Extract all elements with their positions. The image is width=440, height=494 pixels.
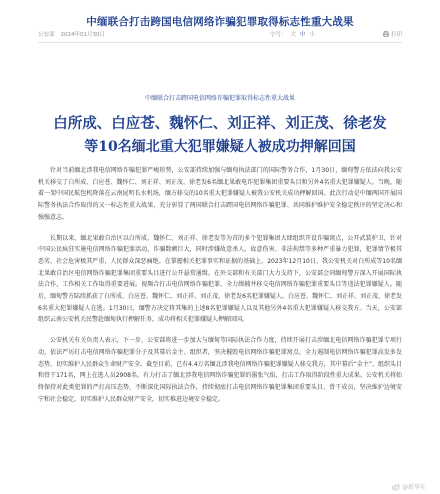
headline-line-1: 白所成、白应苍、魏怀仁、刘正祥、刘正茂、徐老发 [53,115,387,132]
header-divider [38,42,402,43]
print-button[interactable] [383,30,402,38]
font-size-medium[interactable]: 中 [300,32,306,38]
article-date: 2024年01月30日 [60,32,106,38]
weibo-icon [392,483,400,491]
headline-kicker: 中缅联合打击跨国电信网络诈骗犯罪取得标志性重大战果 [144,95,295,102]
article-meta-bar [38,28,402,40]
printer-icon [383,31,389,37]
print-label: 打印 [390,32,402,38]
font-size-small[interactable]: 小 [309,32,316,38]
body-paragraph-2: 长期以来，缅北果敢自治区以白所成、魏怀仁、刘正祥、徐老发等为首的多个犯罪集团大肆组织开设诈骗窝点，公开武装护卫，针对中国公民疯狂实施电信网络诈骗犯罪活动，诈骗数额巨大，同时涉嫌故意杀人、故意伤害、非法拘禁等多种严重暴力犯罪，犯罪情节极其恶劣，社会危害极其严重，人民群众深恶痛绝。在掌握相关犯罪事实和证据的基础上，2023年12月10日，我公安机关对白所成等10名缅北果敢自治区电信网络诈骗犯罪集团重要头目进行公开悬赏通缉。在外交部和有关部门大力支持下，公安部会同缅甸警方深入开展国际执法合作，工作相关工作取得重要进展。视频合打击电信网络诈骗犯罪、全力缉捕并移交电信网络诈骗犯罪重要头目等违法犯罪嫌疑人。随后，缅甸警方陆续抓获了白所成、白应苍、魏怀仁、刘正祥、刘正茂、徐老发6名犯罪嫌疑人。白应苍、魏怀仁、刘正祥、刘正茂、徐老发6名重大犯罪嫌疑人在逃。1月30日，缅警方决定将其集的上述8名犯罪嫌疑人以及其他另外4名重大犯罪嫌疑人移交我方。当天，公安部组织云南公安机关民警赴缅甸执行押解任务，成功将相关犯罪嫌疑人押解回国。 [38,234,402,324]
font-size-label: 字号： [270,32,287,38]
article-source: 公安部 [38,32,55,38]
body-paragraph-3: 公安机关有关负责人表示，下一步，公安部将进一步加大与缅甸等国际执法合作力度，持续开展打击涉缅北电信网络诈骗犯罪专项行动，依法严厉打击电信网络诈骗犯罪分子及其幕后金主、组织者，坚决摧毁电信网络诈骗犯罪窝点，全力遏制电信网络诈骗犯罪高发多发态势，切实维护人民群众生命财产安全。截至目前，已有4.4万名缅北涉我电信网络诈骗犯罪嫌疑人移交我方，其中幕后“金主”、组织头目和骨干171名，网上在逃人员2908名，有力打击了缅北涉我电信网络诈骗犯罪的嚣张气焰，打击工作取得阶段性重大成果。公安机关将始终保持对此类犯罪的严打高压态势，不断深化国际执法合作，持续彻底打击电信网络诈骗犯罪集团重要头目、骨干成员，坚决维护边境安宁和社会稳定，切实维护人民群众财产安全，切实推进边境安全稳定。 [38,337,402,403]
headline-line-2: 等10名缅北重大犯罪嫌疑人被成功押解回国 [84,139,356,155]
watermark [392,482,426,491]
article-title: 中缅联合打击跨国电信网络诈骗犯罪取得标志性重大战果 [86,16,354,28]
font-size-large[interactable]: 大 [290,32,297,38]
font-size-switcher [270,30,315,38]
watermark-text: @新华社 [401,484,426,491]
body-paragraph-1: 针对当前缅北涉我电信网络诈骗犯罪严峻形势，公安部持续加强与缅甸执法部门的国际警务合作，1月30日，缅甸警方依法向我公安机关移交了白所成、白应苍、魏怀仁、刘正祥、刘正茂、徐老发6名缅北果敢电诈犯罪集团重要头目和另外4名重大犯罪嫌疑人。当晚，随着一架中国民航包机降落在云南昆明长水机场，缅方移交的10名重大犯罪嫌疑人被我公安机关成功押解回国。此次行动是中缅两国开展国际警务执法合作取得的又一标志性重大战果，充分彰显了两国联合打击跨国电信网络诈骗犯罪、共同维护维护安全稳定秩序的坚定决心和强强意志。 [38,167,402,221]
article-body [38,165,402,414]
